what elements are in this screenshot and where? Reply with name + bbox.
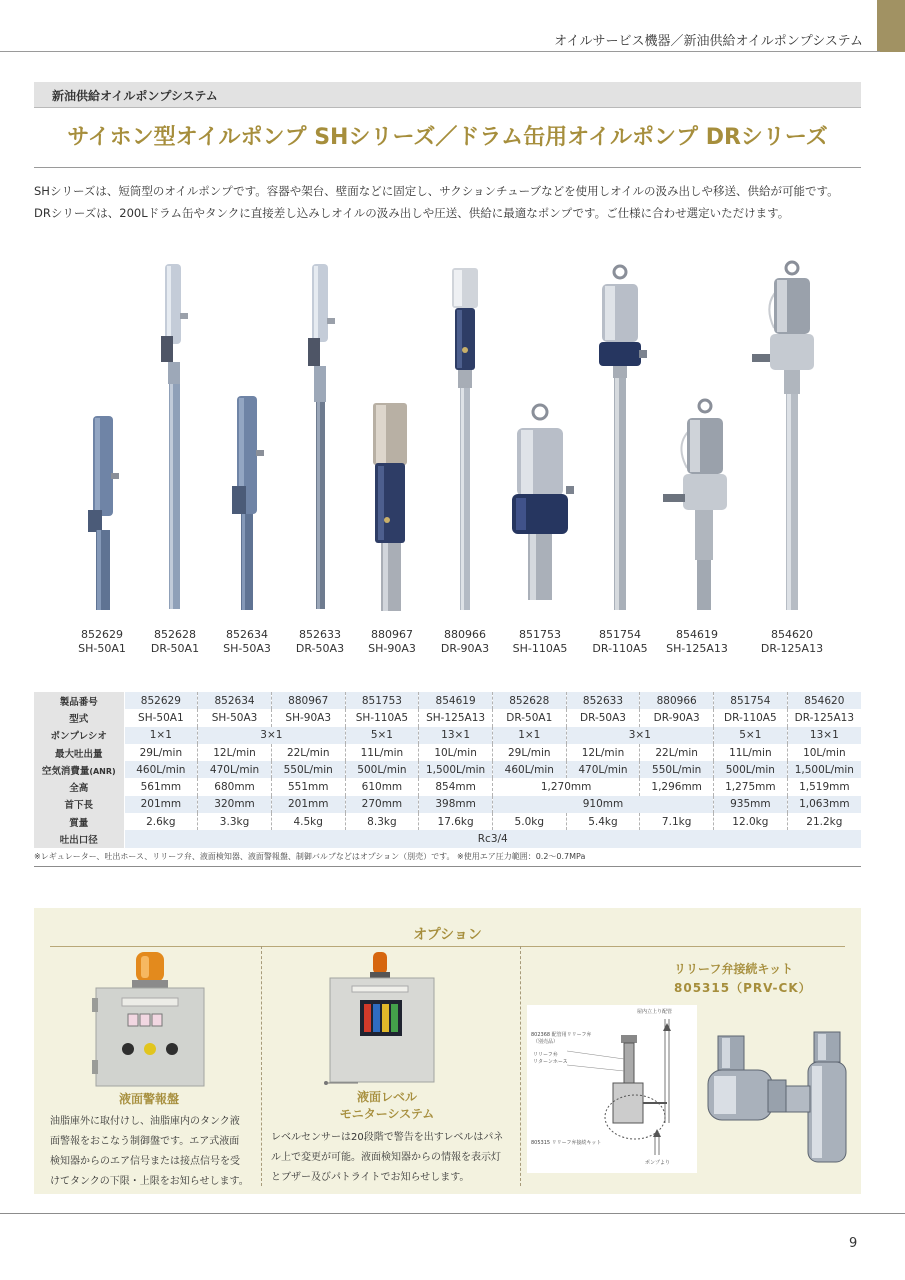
option-description bbox=[271, 1128, 515, 1188]
table-cell: 201mm bbox=[124, 796, 198, 813]
product-gallery bbox=[0, 258, 905, 658]
options-divider bbox=[50, 946, 845, 947]
title-divider bbox=[34, 167, 861, 168]
table-cell: 854619 bbox=[419, 692, 493, 709]
table-cell: 852633 bbox=[566, 692, 640, 709]
product-code: 880966 bbox=[444, 628, 486, 641]
section-name: 新油供給オイルポンプシステム bbox=[52, 89, 218, 103]
option-name-line: リリーフ弁接続キット bbox=[674, 962, 794, 976]
table-row bbox=[34, 796, 861, 813]
product-model: SH-50A1 bbox=[78, 642, 126, 655]
table-cell: 470L/min bbox=[198, 761, 272, 778]
table-cell: 854620 bbox=[787, 692, 861, 709]
option-name-line: 液面レベル bbox=[356, 1090, 417, 1104]
option-product-code: 805315（PRV-CK） bbox=[674, 981, 812, 995]
table-cell: 5×1 bbox=[345, 727, 419, 744]
table-cell: 680mm bbox=[198, 778, 272, 795]
table-cell: 551mm bbox=[271, 778, 345, 795]
option-desc-line: 油脂庫外に取付けし、油脂庫内のタンク液 bbox=[50, 1116, 240, 1127]
row-label-mass: 質量 bbox=[34, 813, 124, 830]
table-cell: 17.6kg bbox=[419, 813, 493, 830]
product-model: DR-90A3 bbox=[440, 642, 490, 655]
table-cell: 854mm bbox=[419, 778, 493, 795]
product-item bbox=[752, 258, 832, 658]
table-row bbox=[34, 830, 861, 847]
product-code: 851753 bbox=[519, 628, 561, 641]
table-cell: 852628 bbox=[492, 692, 566, 709]
table-cell: 13×1 bbox=[419, 727, 493, 744]
pump-photo-icon bbox=[280, 258, 360, 623]
product-code: 854619 bbox=[676, 628, 718, 641]
table-cell: 201mm bbox=[271, 796, 345, 813]
table-cell: 852634 bbox=[198, 692, 272, 709]
product-item bbox=[62, 258, 142, 658]
pump-photo-icon bbox=[135, 258, 215, 623]
product-code: 880967 bbox=[371, 628, 413, 641]
option-desc-line: レベルセンサーは20段階で警告を出すレベルはパネ bbox=[271, 1132, 504, 1143]
table-cell: 1,296mm bbox=[640, 778, 714, 795]
pump-photo-icon bbox=[207, 258, 287, 623]
intro-text bbox=[34, 180, 874, 224]
alarm-panel-icon bbox=[92, 952, 212, 1088]
table-cell: 1×1 bbox=[124, 727, 198, 744]
options-column-divider bbox=[261, 946, 262, 1186]
table-cell: 610mm bbox=[345, 778, 419, 795]
footer-divider bbox=[0, 1213, 905, 1214]
table-cell: 1,063mm bbox=[787, 796, 861, 813]
table-row bbox=[34, 709, 861, 726]
option-name bbox=[674, 960, 812, 998]
table-cell: 550L/min bbox=[271, 761, 345, 778]
product-code: 854620 bbox=[771, 628, 813, 641]
table-cell: 13×1 bbox=[787, 727, 861, 744]
table-cell: 500L/min bbox=[345, 761, 419, 778]
diagram-label: リターンホース bbox=[533, 1059, 568, 1065]
pump-photo-icon bbox=[752, 258, 832, 623]
option-description bbox=[50, 1112, 255, 1192]
option-desc-line: けてタンクの下限・上限をお知らせします。 bbox=[50, 1176, 249, 1187]
option-desc-line: 検知器からのエア信号または接点信号を受 bbox=[50, 1156, 240, 1167]
table-cell: 22L/min bbox=[640, 744, 714, 761]
spec-table bbox=[34, 692, 861, 848]
table-cell: 10L/min bbox=[787, 744, 861, 761]
footnote-divider bbox=[34, 866, 861, 867]
table-row bbox=[34, 778, 861, 795]
table-cell: DR-125A13 bbox=[787, 709, 861, 726]
intro-line: SHシリーズは、短筒型のオイルポンプです。容器や架台、壁面などに固定し、サクションチューブなどを使用しオイルの汲み出しや移送、供給が可能です。 bbox=[34, 184, 839, 198]
table-cell: 3×1 bbox=[198, 727, 345, 744]
product-code: 852629 bbox=[81, 628, 123, 641]
relief-kit-diagram bbox=[527, 1005, 697, 1173]
product-model: DR-50A1 bbox=[150, 642, 200, 655]
table-cell: DR-50A1 bbox=[492, 709, 566, 726]
option-desc-line: ル上で変更が可能。液面検知器からの情報を表示灯 bbox=[271, 1152, 501, 1163]
table-cell: 460L/min bbox=[124, 761, 198, 778]
row-label-outlet: 吐出口径 bbox=[34, 830, 124, 847]
table-cell: 880967 bbox=[271, 692, 345, 709]
table-cell: 1,275mm bbox=[714, 778, 788, 795]
table-cell: 22L/min bbox=[271, 744, 345, 761]
table-cell: SH-90A3 bbox=[271, 709, 345, 726]
option-name: 液面警報盤 bbox=[118, 1092, 179, 1106]
page-category: オイルサービス機器／新油供給オイルポンプシステム bbox=[554, 34, 863, 49]
table-cell: 12.0kg bbox=[714, 813, 788, 830]
table-cell: 11L/min bbox=[714, 744, 788, 761]
table-cell: 7.1kg bbox=[640, 813, 714, 830]
product-model: SH-125A13 bbox=[666, 642, 728, 655]
diagram-label: リリーフ弁 bbox=[533, 1052, 558, 1058]
row-label-air bbox=[34, 761, 124, 778]
table-row bbox=[34, 813, 861, 830]
product-item bbox=[207, 258, 287, 658]
options-title: オプション bbox=[413, 927, 482, 943]
table-row bbox=[34, 744, 861, 761]
table-cell: 12L/min bbox=[198, 744, 272, 761]
table-cell: DR-90A3 bbox=[640, 709, 714, 726]
table-cell: 29L/min bbox=[492, 744, 566, 761]
table-cell: 8.3kg bbox=[345, 813, 419, 830]
table-cell: DR-110A5 bbox=[714, 709, 788, 726]
table-cell: 1,519mm bbox=[787, 778, 861, 795]
table-cell: 5.0kg bbox=[492, 813, 566, 830]
pump-photo-icon bbox=[425, 258, 505, 623]
table-cell: 29L/min bbox=[124, 744, 198, 761]
table-cell: 12L/min bbox=[566, 744, 640, 761]
product-code: 852628 bbox=[154, 628, 196, 641]
option-name bbox=[322, 1089, 452, 1123]
options-panel bbox=[34, 908, 861, 1194]
table-cell: 1,270mm bbox=[492, 778, 639, 795]
product-code: 852634 bbox=[226, 628, 268, 641]
diagram-label: 屋内立上り配管 bbox=[637, 1009, 673, 1015]
row-label-ratio: ポンプレシオ bbox=[34, 727, 124, 744]
table-cell: 4.5kg bbox=[271, 813, 345, 830]
row-label-code: 製品番号 bbox=[34, 692, 124, 709]
table-cell: SH-110A5 bbox=[345, 709, 419, 726]
table-cell: 880966 bbox=[640, 692, 714, 709]
product-item bbox=[352, 258, 432, 658]
option-desc-line: 面警報をおこなう制御盤です。エア式液面 bbox=[50, 1136, 240, 1147]
product-code: 852633 bbox=[299, 628, 341, 641]
table-cell: 851753 bbox=[345, 692, 419, 709]
section-band bbox=[34, 82, 861, 108]
row-label-air-sub: (ANR) bbox=[89, 766, 116, 776]
table-cell: SH-50A3 bbox=[198, 709, 272, 726]
table-cell: 3.3kg bbox=[198, 813, 272, 830]
table-cell: 1,500L/min bbox=[787, 761, 861, 778]
table-cell: Rc3/4 bbox=[124, 830, 861, 847]
pump-photo-icon bbox=[62, 258, 142, 623]
product-model: DR-125A13 bbox=[760, 642, 824, 655]
pump-photo-icon bbox=[500, 258, 580, 623]
diagram-label: 802368 配管用リリーフ弁 bbox=[531, 1032, 592, 1038]
product-model: SH-90A3 bbox=[368, 642, 416, 655]
product-item bbox=[580, 258, 660, 658]
page-title: サイホン型オイルポンプ SHシリーズ／ドラム缶用オイルポンプ DRシリーズ bbox=[67, 125, 828, 150]
table-cell: 460L/min bbox=[492, 761, 566, 778]
table-cell: 852629 bbox=[124, 692, 198, 709]
table-cell: 470L/min bbox=[566, 761, 640, 778]
table-cell: 320mm bbox=[198, 796, 272, 813]
product-model: DR-50A3 bbox=[295, 642, 345, 655]
option-name-line: モニターシステム bbox=[339, 1107, 435, 1121]
table-cell: 561mm bbox=[124, 778, 198, 795]
diagram-label: ポンプより bbox=[645, 1160, 671, 1166]
row-label-model: 型式 bbox=[34, 709, 124, 726]
table-cell: 21.2kg bbox=[787, 813, 861, 830]
table-cell: 11L/min bbox=[345, 744, 419, 761]
options-column-divider bbox=[520, 946, 521, 1186]
product-item bbox=[425, 258, 505, 658]
pump-photo-icon bbox=[580, 258, 660, 623]
row-label-air-main: 空気消費量 bbox=[41, 765, 90, 777]
page-number: 9 bbox=[849, 1236, 858, 1251]
level-monitor-icon bbox=[316, 952, 442, 1092]
table-cell: 10L/min bbox=[419, 744, 493, 761]
table-cell: 5×1 bbox=[714, 727, 788, 744]
table-cell: 935mm bbox=[714, 796, 788, 813]
table-cell: 5.4kg bbox=[566, 813, 640, 830]
table-cell: 1×1 bbox=[492, 727, 566, 744]
table-cell: 2.6kg bbox=[124, 813, 198, 830]
table-cell: 270mm bbox=[345, 796, 419, 813]
table-cell: 3×1 bbox=[566, 727, 713, 744]
table-cell: 851754 bbox=[714, 692, 788, 709]
pump-photo-icon bbox=[657, 258, 737, 623]
header-divider bbox=[0, 51, 880, 52]
product-model: DR-110A5 bbox=[592, 642, 648, 655]
spec-footnote: ※レギュレーター、吐出ホース、リリーフ弁、液面検知器、液面警報盤、制御バルブなどはオプション（別売）です。 ※使用エア圧力範囲：0.2〜0.7MPa bbox=[34, 852, 586, 861]
product-code: 851754 bbox=[599, 628, 641, 641]
table-row bbox=[34, 761, 861, 778]
product-model: SH-110A5 bbox=[512, 642, 568, 655]
table-cell: DR-50A3 bbox=[566, 709, 640, 726]
table-cell: 1,500L/min bbox=[419, 761, 493, 778]
header-accent-bar bbox=[877, 0, 905, 52]
intro-line: DRシリーズは、200Lドラム缶やタンクに直接差し込みしオイルの汲み出しや圧送、供給に最適なポンプです。ご仕様に合わせ選定いただけます。 bbox=[34, 206, 790, 220]
relief-kit-fittings-icon bbox=[700, 1026, 850, 1176]
table-cell: 910mm bbox=[492, 796, 713, 813]
product-item bbox=[657, 258, 737, 658]
product-model: SH-50A3 bbox=[223, 642, 271, 655]
product-item bbox=[135, 258, 215, 658]
table-cell: SH-50A1 bbox=[124, 709, 198, 726]
table-cell: 550L/min bbox=[640, 761, 714, 778]
table-cell: 500L/min bbox=[714, 761, 788, 778]
option-desc-line: とブザー及びパトライトでお知らせします。 bbox=[271, 1172, 470, 1183]
diagram-label: （別売品） bbox=[533, 1039, 559, 1045]
pump-photo-icon bbox=[352, 258, 432, 623]
product-item bbox=[280, 258, 360, 658]
product-item bbox=[500, 258, 580, 658]
row-label-depth: 首下長 bbox=[34, 796, 124, 813]
table-row bbox=[34, 727, 861, 744]
table-cell: SH-125A13 bbox=[419, 709, 493, 726]
table-cell: 398mm bbox=[419, 796, 493, 813]
diagram-label: 805315 リリーフ弁接続キット bbox=[531, 1140, 602, 1146]
row-label-height: 全高 bbox=[34, 778, 124, 795]
table-row bbox=[34, 692, 861, 709]
row-label-flow: 最大吐出量 bbox=[34, 744, 124, 761]
